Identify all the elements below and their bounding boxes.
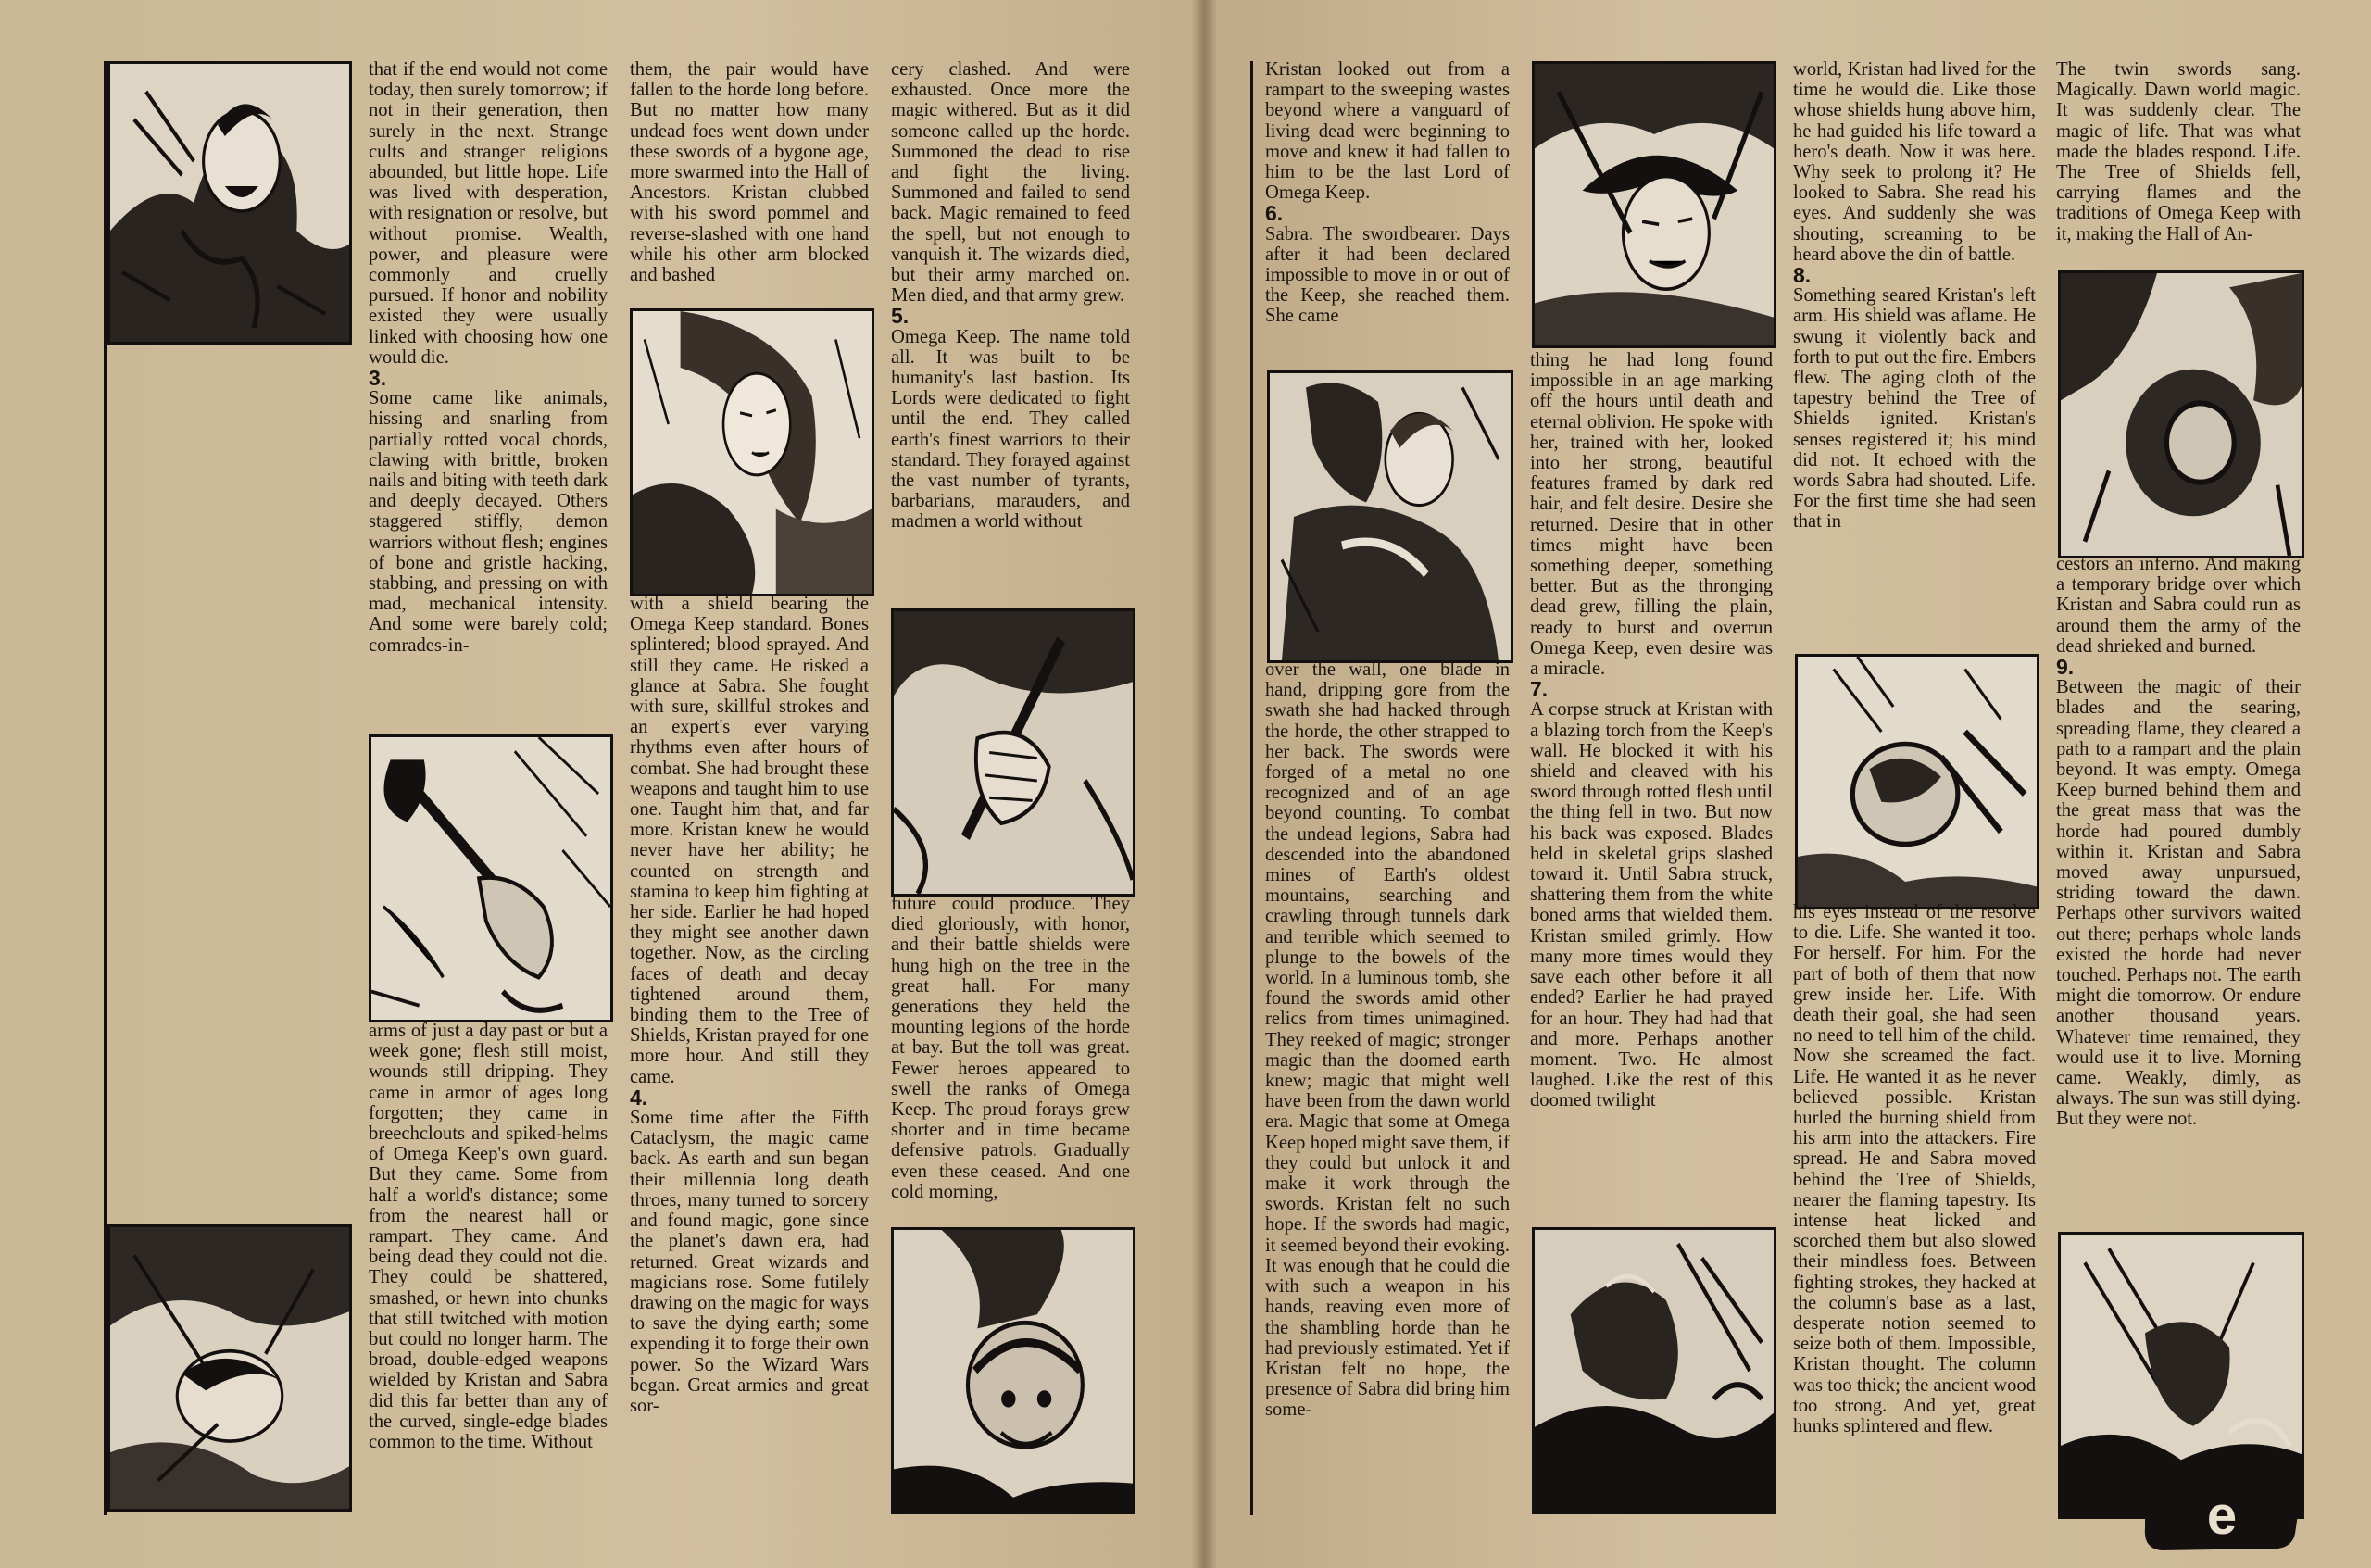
section-number: 7.	[1530, 677, 1549, 702]
paragraph: A corpse struck at Kristan with a blazing torch from the Keep's wall. He blocked it with his shield and cleaved with his sword through rotted flesh until the thing fell in two. But now his back was exposed. Blades held in skeletal grips slashed toward it. Until Sabra struck, shattering them from the white boned arms that wielded them. Kristan smiled grimly. How many more times would they save each other before it all ended? Earlier he had prayed for an hour. They had had that and more. Perhaps another moment. Two. He almost laughed. Like the rest of this doomed twilight	[1530, 699, 1773, 1111]
paragraph: cestors an inferno. And making a temporary bridge over which Kristan and Sabra could run as around them the army of the dead shrieked and burned.	[2056, 554, 2301, 657]
text-column	[107, 345, 346, 1225]
text-column	[891, 894, 1130, 1227]
panel-helmeted-corpse	[891, 1227, 1135, 1514]
column-rule	[1250, 61, 1253, 1515]
paragraph: Some came like animals, hissing and snarling from partially rotted vocal chords, clawing with brittle, broken nails and biting with teeth dark and deeply decayed. Others staggered stiffly, demon warriors without flesh; engines of bone and gristle hacking, stabbing, and pressing on with mad, mechanical intensity. And some were barely cold; comrades-in-	[369, 388, 608, 656]
column-rule	[104, 61, 107, 1515]
panel-warrior-fallen	[107, 1224, 352, 1512]
section-number: 8.	[1793, 263, 1812, 288]
text-column	[1265, 59, 1510, 370]
panel-battle-skeletons	[2058, 1232, 2304, 1519]
panel-shield-struck	[1795, 654, 2039, 909]
panel-arm-with-axe	[369, 734, 613, 1022]
paragraph: over the wall, one blade in hand, dripping gore from the swath she had hacked through the horde, the other strapped to her back. The swords were forged of a metal no one recognized and of an age beyond counting. To combat the undead legions, Sabra had descended into the abandoned mines of Earth's oldest mountains, searching and crawling through tunnels dark and terrible which seemed to plunge to the bowels of the world. In a luminous tomb, she found the swords amid other relics from times unimagined. They reeked of magic; stronger magic than the doomed earth knew; magic that might well have been from the dawn world era. Magic that some at Omega Keep hoped might save them, if they could but unlock it and make it work through the swords. Kristan felt no such hope. If the swords had magic, it seemed beyond their evoking. It was enough that he could die with such a weapon in his hands, reaving even more of the shambling horde than he had previously estimated. Yet if Kristan felt no hope, the presence of Sabra did bring him some-	[1265, 659, 1510, 1421]
section-number: 4.	[630, 1085, 648, 1110]
section-number: 6.	[1265, 201, 1284, 226]
paragraph: arms of just a day past or but a week gone; flesh still moist, wounds still dripping. They came in armor of ages long forgotten; they came in breechclouts and spiked-helms of Omega Keep's own guard. But they came. Some from half a world's distance; some from the nearest hall or rampart. They came. And being dead they could not die. They could be shattered, smashed, or hewn into chunks that still twitched with motion but could no longer harm. The broad, double-edged weapons wielded by Kristan and Sabra did this far better than any of the curved, single-edge blades common to the time. Without	[369, 1021, 608, 1453]
paragraph: with a shield bearing the Omega Keep standard. Bones splintered; blood sprayed. And still they came. He risked a glance at Sabra. She fought with sure, skillful strokes and an expert's ever varying rhythms even after hours of combat. She had brought these weapons and taught him to use one. Taught him that, and far more. Kristan knew he would never have her ability; he counted on strength and stamina to keep him fighting at her side. Earlier he had hoped they might see another dawn together. Now, as the circling faces of death and decay tightened around them, binding them to the Tree of Shields, Kristan prayed for one more hour. And still they came.	[630, 594, 869, 1087]
text-column	[1530, 350, 1773, 1230]
text-column	[1793, 59, 2036, 652]
page-gutter	[1191, 0, 1217, 1568]
text-column	[369, 1021, 608, 1510]
paragraph: that if the end would not come today, then surely tomorrow; if not in their generation, then surely in the next. Strange cults and stranger religions abounded, but little hope. Life was lived with desperation, with resignation or resolve, but without promise. Wealth, power, and pleasure were commonly and cruelly pursued. If honor and nobility existed they were usually linked with choosing how one would die.	[369, 59, 608, 368]
text-column	[630, 59, 869, 306]
panel-fist-with-sword	[891, 608, 1135, 897]
paragraph: Between the magic of their blades and the searing, spreading flame, they cleared a path to a rampart and the plain beyond. It was empty. Omega Keep burned behind them and the great mass that was the horde had poured dumbly within it. Kristan and Sabra moved away unpursued, striding toward the dawn. Perhaps other survivors waited out there; perhaps whole lands existed the horde had never touched. Perhaps not. The earth might die tomorrow. Or endure another thousand years. Whatever time remained, they would use it to live. Morning came. Weakly, dimly, as always. The sun was still dying. But they were not.	[2056, 677, 2301, 1130]
paragraph: Some time after the Fifth Cataclysm, the magic came back. As earth and sun began their millennia long death throes, many turned to sorcery and found magic, gone since the planet's dawn era, had returned. Great wizards and magicians rose. Some futilely drawing on the magic for ways to save the dying earth; some expending it to forge their own power. So the Wizard Wars began. Great armies and great sor-	[630, 1108, 869, 1416]
panel-kristan-helmet	[1532, 61, 1776, 348]
section-number: 9.	[2056, 655, 2075, 680]
text-column	[2056, 554, 2301, 1221]
paragraph: Something seared Kristan's left arm. His shield was aflame. He swung it violently back and forth to put out the fire. Embers flew. The aging cloth of the tapestry behind the Tree of Shields ignited. Kristan's senses registered it; his mind did not. It echoed with the words Sabra had shouted. Life. For the first time she had seen that in	[1793, 285, 2036, 533]
text-column	[2056, 59, 2301, 269]
epic-e-logo-icon	[2139, 1480, 2304, 1552]
paragraph: cery clashed. And were exhausted. Once more the magic withered. But as it did someone called up the horde. Summoned the dead to rise and fight the living. Summoned and failed to send back. Magic remained to feed the spell, but not enough to vanquish it. The wizards died, but their army marched on. Men died, and that army grew.	[891, 59, 1130, 307]
paragraph: future could produce. They died gloriously, with honor, and their battle shields were hung high on the tree in the great hall. For many generations they held the mounting legions of the horde at bay. But the toll was great. Fewer heroes appeared to swell the ranks of Omega Keep. The proud forays grew shorter and in time became defensive patrols. Gradually even these ceased. And one cold morning,	[891, 894, 1130, 1202]
panel-warrior-screaming	[107, 61, 352, 345]
paragraph: them, the pair would have fallen to the horde long before. But no matter how many undead foes went down under these swords of a bygone age, more swarmed into the Hall of Ancestors. Kristan clubbed with his sword pommel and reverse-slashed with one hand while his other arm blocked and bashed	[630, 59, 869, 286]
text-column	[630, 594, 869, 1511]
section-number: 3.	[369, 366, 387, 391]
logo-letter: e	[2206, 1486, 2238, 1546]
panel-sabra-portrait	[630, 308, 874, 596]
paragraph: world, Kristan had lived for the time he would die. Like those whose shields hung above him, he had guided his life toward a hero's death. Now it was here. Why seek to prolong it? He looked to Sabra. She read his eyes. And suddenly she was shouting, screaming to be heard above the din of battle.	[1793, 59, 2036, 265]
text-column	[1265, 659, 1510, 1512]
text-column	[369, 59, 608, 737]
paragraph: The twin swords sang. Magically. Dawn world magic. It was suddenly clear. The magic of life. That was what made the blades respond. Life. The Tree of Shields fell, carrying flames and the traditions of Omega Keep with it, making the Hall of An-	[2056, 59, 2301, 245]
panel-embrace	[1267, 370, 1513, 663]
paragraph: thing he had long found impossible in an age marking off the hours until death and eternal oblivion. He spoke with her, trained with her, looked into her strong, beautiful features framed by dark red hair, and felt desire. Desire she returned. Desire that in other times might have been something deeper, something better. But as the thronging dead grew, filling the plain, ready to burst and overrun Omega Keep, even desire was a miracle.	[1530, 350, 1773, 680]
paragraph: Kristan looked out from a rampart to the sweeping wastes beyond where a vanguard of living dead were beginning to move and knew it had fallen to him to be the last Lord of Omega Keep.	[1265, 59, 1510, 204]
paragraph: his eyes instead of the resolve to die. Life. She wanted it too. For herself. For him. For the part of both of them that now grew inside her. Life. With death their goal, she had seen no need to tell him of the child. Now she screamed the fact. Life. He wanted it as he never believed possible. Kristan hurled the burning shield from his arm into the attackers. Fire spread. He and Sabra moved behind the Tree of Shields, nearer the flaming tapestry. Its intense heat licked and scorched them but also slowed their mindless foes. Between fighting strokes, they hacked at the column's base as a last, desperate notion seemed to seize both of them. Impossible, Kristan thought. The column was too thick; the ancient wood too strong. And yet, great hunks splintered and flew.	[1793, 902, 2036, 1437]
text-column	[891, 59, 1130, 606]
panel-battle-melee	[1532, 1227, 1776, 1514]
section-number: 5.	[891, 304, 910, 329]
paragraph: Omega Keep. The name told all. It was built to be humanity's last bastion. Its Lords were dedicated to fight until the end. They called earth's finest warriors to their standard. They forayed against the vast number of tyrants, barbarians, marauders, and madmen a world without	[891, 326, 1130, 533]
paragraph: Sabra. The swordbearer. Days after it had been declared impossible to move in or out of the Keep, she reached them. She came	[1265, 223, 1510, 327]
text-column	[1793, 902, 2036, 1513]
panel-warrior-back	[2058, 270, 2304, 558]
